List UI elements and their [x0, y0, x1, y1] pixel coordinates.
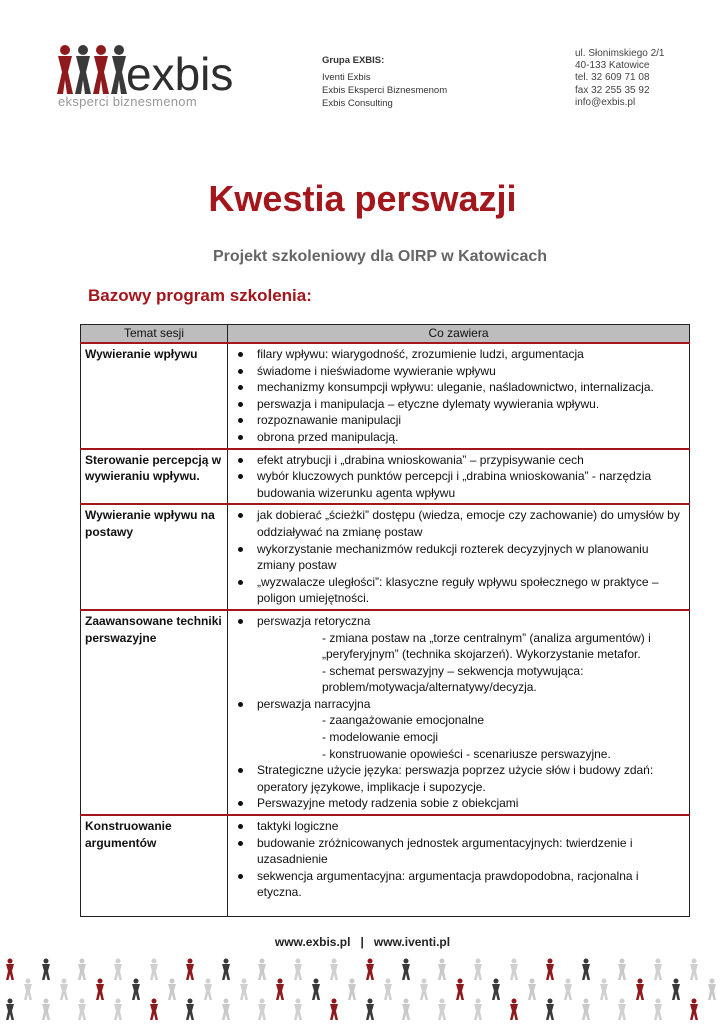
session-content: [228, 343, 690, 449]
band-figure: [420, 979, 428, 1001]
footer-links: [0, 935, 725, 949]
band-figure: [474, 959, 482, 981]
footer-link-exbis[interactable]: www.exbis.pl: [274, 935, 351, 949]
band-figure: [546, 959, 554, 981]
band-figure: [150, 959, 158, 981]
contact-info: [575, 48, 665, 109]
list-item: wybór kluczowych punktów percepcji i „drabina wnioskowania” - narzędzia budowania wizerunku agenta wpływu: [232, 468, 685, 501]
list-item: wykorzystanie mechanizmów redukcji rozterek decyzyjnych w planowaniu zmiany postaw: [232, 541, 685, 574]
table-header-row: [81, 325, 690, 344]
band-figure: [42, 959, 50, 981]
band-figure: [654, 959, 662, 981]
band-figure: [222, 959, 230, 981]
session-content: [228, 504, 690, 610]
footer-separator: |: [360, 935, 364, 949]
program-table: [80, 324, 690, 917]
list-item: sekwencja argumentacyjna: argumentacja prawdopodobna, racjonalna i etyczna.: [232, 868, 685, 901]
band-figure: [60, 979, 68, 1001]
list-item: świadome i nieświadome wywieranie wpływu: [232, 363, 685, 380]
band-figure: [690, 999, 698, 1021]
group-member: Exbis Consulting: [322, 98, 393, 109]
band-figure: [510, 999, 518, 1021]
band-figure: [582, 959, 590, 981]
session-content: [228, 610, 690, 815]
session-content: [228, 449, 690, 505]
band-figure: [366, 959, 374, 981]
session-topic: Sterowanie percepcją w wywieraniu wpływu.: [81, 449, 228, 505]
band-figure: [654, 999, 662, 1021]
band-figure: [276, 979, 284, 1001]
band-figure: [294, 959, 302, 981]
group-member: Exbis Eksperci Biznesmenom: [322, 85, 448, 96]
band-figure: [78, 999, 86, 1021]
band-figure: [672, 979, 680, 1001]
band-figure: [618, 959, 626, 981]
band-figure: [330, 959, 338, 981]
logo-tagline: eksperci biznesmenom: [58, 94, 197, 109]
band-figure: [582, 999, 590, 1021]
band-figure: [42, 999, 50, 1021]
band-figure: [186, 959, 194, 981]
band-figure: [132, 979, 140, 1001]
session-topic: Konstruowanie argumentów: [81, 815, 228, 917]
list-item: jak dobierać „ścieżki” dostępu (wiedza, emocje czy zachowanie) do umysłów by oddziaływać na zmianę postaw: [232, 507, 685, 540]
session-content: [228, 815, 690, 917]
band-figure: [690, 959, 698, 981]
section-heading: Bazowy program szkolenia:: [88, 286, 312, 305]
band-figure: [96, 979, 104, 1001]
list-item-label: perswazja retoryczna: [257, 613, 371, 628]
contact-address: ul. Słonimskiego 2/1: [575, 48, 665, 59]
band-figure: [528, 979, 536, 1001]
band-figure: [708, 979, 716, 1001]
band-figure: [240, 979, 248, 1001]
band-figure: [618, 999, 626, 1021]
band-figure: [150, 999, 158, 1021]
table-row: [81, 449, 690, 505]
band-figure: [294, 999, 302, 1021]
list-item: Perswazyjne metody radzenia sobie z obiekcjami: [232, 795, 685, 812]
band-figure: [114, 959, 122, 981]
band-figure: [168, 979, 176, 1001]
group-title: Grupa EXBIS:: [322, 55, 385, 66]
group-member: Iventi Exbis: [322, 72, 371, 83]
band-figure: [24, 979, 32, 1001]
contact-phone: tel. 32 609 71 08: [575, 72, 650, 84]
session-topic: Wywieranie wpływu na postawy: [81, 504, 228, 610]
band-figure: [474, 999, 482, 1021]
band-figure: [564, 979, 572, 1001]
band-figure: [384, 979, 392, 1001]
list-item: taktyki logiczne: [232, 818, 685, 835]
list-item: rozpoznawanie manipulacji: [232, 412, 685, 429]
column-header-topic: Temat sesji: [81, 325, 228, 344]
sub-item: - konstruowanie opowieści - scenariusze perswazyjne.: [322, 746, 611, 761]
band-figure: [114, 999, 122, 1021]
band-figure: [438, 999, 446, 1021]
contact-email: info@exbis.pl: [575, 96, 636, 108]
band-figure: [456, 979, 464, 1001]
band-figure: [600, 979, 608, 1001]
band-figure: [78, 959, 86, 981]
list-item: mechanizmy konsumpcji wpływu: uleganie, naśladownictwo, internalizacja.: [232, 379, 685, 396]
session-topic: Zaawansowane techniki perswazyjne: [81, 610, 228, 815]
list-item: „wyzwalacze uległości”: klasyczne reguły wpływu społecznego w praktyce – poligon umiejętności.: [232, 574, 685, 607]
band-figure: [348, 979, 356, 1001]
band-figure: [402, 999, 410, 1021]
contact-fax: fax 32 255 35 92: [575, 84, 650, 96]
list-item: perswazja i manipulacja – etyczne dylematy wywierania wpływu.: [232, 396, 685, 413]
band-figure: [6, 959, 14, 981]
list-item-label: perswazja narracyjna: [257, 696, 371, 711]
sub-item: - zmiana postaw na „torze centralnym” (analiza argumentów) i „peryferyjnym” (technika skojarzeń). Wykorzystanie metafor.: [322, 630, 651, 662]
list-item: efekt atrybucji i „drabina wnioskowania” – przypisywanie cech: [232, 452, 685, 469]
list-item: budowanie zróżnicowanych jednostek argumentacyjnych: twierdzenie i uzasadnienie: [232, 835, 685, 868]
band-figure: [204, 979, 212, 1001]
footer-link-iventi[interactable]: www.iventi.pl: [373, 935, 451, 949]
band-figure: [312, 979, 320, 1001]
sub-item: - zaangażowanie emocjonalne: [322, 713, 485, 728]
band-figure: [510, 959, 518, 981]
band-figure: [6, 999, 14, 1021]
band-figure: [258, 999, 266, 1021]
band-figure: [258, 959, 266, 981]
sub-item: - modelowanie emocji: [322, 730, 439, 745]
band-figure: [546, 999, 554, 1021]
table-row: [81, 504, 690, 610]
contact-city: 40-133 Katowice: [575, 60, 650, 72]
list-item: obrona przed manipulacją.: [232, 429, 685, 446]
list-item: Strategiczne użycie języka: perswazja poprzez użycie słów i budowy zdań: operatory językowe, implikacje i supozycje.: [232, 762, 685, 795]
column-header-content: Co zawiera: [228, 325, 690, 344]
band-figure: [366, 999, 374, 1021]
logo-wordmark: exbis: [126, 48, 234, 100]
band-figure: [186, 999, 194, 1021]
list-item: [232, 696, 685, 762]
band-figure: [222, 999, 230, 1021]
band-figure: [492, 979, 500, 1001]
band-figure: [402, 959, 410, 981]
group-info: [322, 54, 447, 110]
list-item: [232, 613, 685, 696]
sub-item: - schemat perswazyjny – sekwencja motywująca: problem/motywacja/alternatywy/decyzja.: [322, 663, 584, 695]
document-subtitle: Projekt szkoleniowy dla OIRP w Katowicach: [212, 248, 548, 265]
band-figure: [438, 959, 446, 981]
exbis-logo: [56, 44, 236, 114]
band-figure: [636, 979, 644, 1001]
decorative-people-band: [0, 954, 725, 1024]
list-item: filary wpływu: wiarygodność, zrozumienie ludzi, argumentacja: [232, 346, 685, 363]
table-row: [81, 343, 690, 449]
document-title: Kwestia perswazji: [208, 178, 517, 219]
band-figure: [330, 999, 338, 1021]
table-row: [81, 815, 690, 917]
session-topic: Wywieranie wpływu: [81, 343, 228, 449]
table-row: [81, 610, 690, 815]
people-figures-icon: [56, 44, 128, 96]
